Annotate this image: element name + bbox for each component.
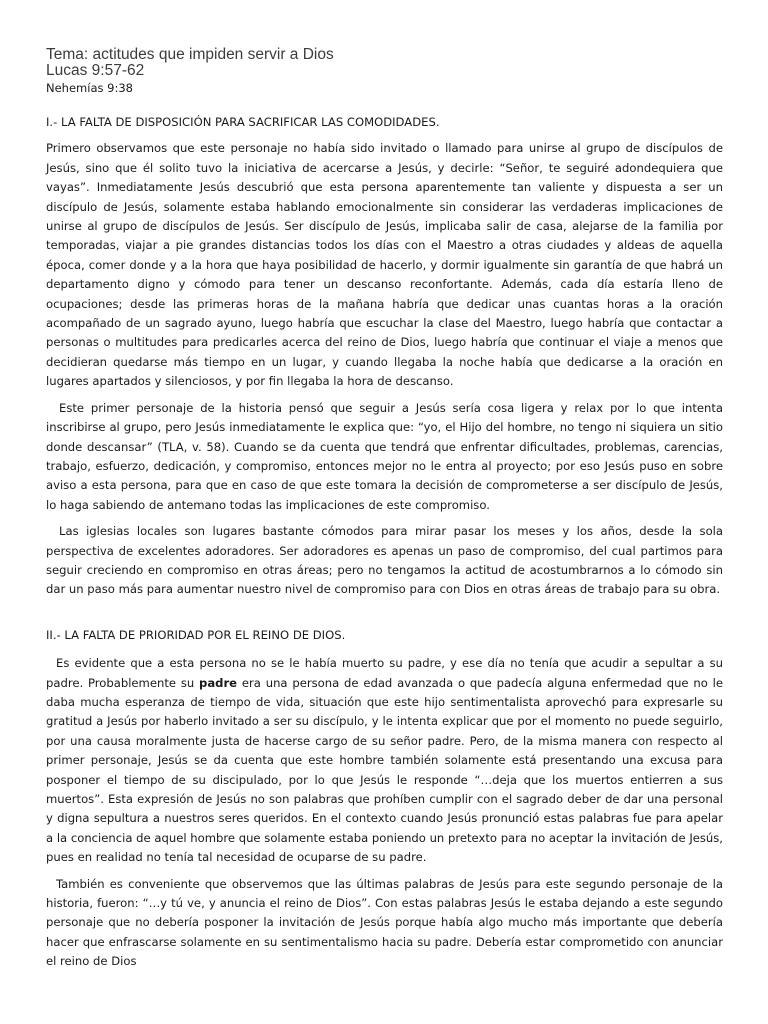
section-2-paragraph-1-text-a: Es evidente que a esta persona no se le había muerto su padre, y ese día no tenía que acudir a sepultar a su padre. Probablemente su [46, 656, 723, 690]
section-2-paragraph-2: También es conveniente que observemos que las últimas palabras de Jesús para este segundo personaje de la historia, fueron: “…y tú ve, y anuncia el reino de Dios”. Con estas palabras Jesús le estaba dejando a este segundo personaje que no debería posponer la invitación de Jesús porque había algo mucho más importante que debería hacer que enfrascarse solamente en su sentimentalismo hacia su padre. Debería estar comprometido con anunciar el reino de Dios [46, 876, 723, 969]
section-2-paragraph-1-text-b: era una persona de edad avanzada o que padecía alguna enfermedad que no le daba mucha esperanza de tiempo de vida, situación que este hijo sentimentalista aprovechó para expresarle su gratitud a Jesús por haberlo invitado a ser su discípulo, y le intenta explicar que por el momento no puede seguirlo, por una causa moralmente justa de hacerse cargo de su señor padre. Pero, de la misma manera con respecto al primer personaje, Jesús se da cuenta que este hombre también solamente está presentando una excusa para posponer el tiempo de su discipulado, por lo que Jesús le responde “…deja que los muertos entierren a sus muertos”. Esta expresión de Jesús no son palabras que prohíben cumplir con el sagrado deber de dar una personal y digna sepultura a nuestros seres queridos. En el contexto cuando Jesús pronunció estas palabras fue para apelar a la conciencia de aquel hombre que solamente estaba poniendo un pretexto para no aceptar la invitación de Jesús, pues en realidad no tenía tal necesidad de ocuparse de su padre. [46, 675, 724, 865]
document-header [46, 47, 726, 95]
section-1-heading: I.- LA FALTA DE DISPOSICIÓN PARA SACRIFICAR LAS COMODIDADES. [46, 115, 440, 129]
section-1-paragraph-2: Este primer personaje de la historia pensó que seguir a Jesús sería cosa ligera y relax por lo que intenta inscribirse al grupo, pero Jesús inmediatamente le explica que: “yo, el Hijo del hombre, no tengo ni siquiera un sitio donde descansar” (TLA, v. 58). Cuando se da cuenta que tendrá que enfrentar dificultades, problemas, carencias, trabajo, esfuerzo, dedicación, y compromiso, entonces mejor no le entra al proyecto; por eso Jesús puso en sobre aviso a esta persona, para que en caso de que este tomara la decisión de comprometerse a ser discípulo de Jesús, lo haga sabiendo de antemano todas las implicaciones de este compromiso. [46, 400, 723, 512]
section-1-paragraph-1: Primero observamos que este personaje no había sido invitado o llamado para unirse al grupo de discípulos de Jesús, sino que él solito tuvo la iniciativa de acercarse a Jesús, y decirle: “Señor, te seguiré adondequiera que vayas”. Inmediatamente Jesús descubrió que esta persona aparentemente tan valiente y dispuesta a ser un discípulo de Jesús, solamente estaba hablando emocionalmente sin considerar las verdaderas implicaciones de unirse al grupo de discípulos de Jesús. Ser discípulo de Jesús, implicaba salir de casa, alejarse de la familia por temporadas, viajar a pie grandes distancias todos los días con el Maestro a otras ciudades y aldeas de aquella época, comer donde y a la hora que haya posibilidad de hacerlo, y dormir igualmente sin garantía de que habrá un departamento digno y cómodo para tener un descanso reconfortante. Además, cada día estaría lleno de ocupaciones; desde las primeras horas de la mañana habría que dedicar unas cuantas horas a la oración acompañado de un sagrado ayuno, luego habría que escuchar la clase del Maestro, luego habría que contactar a personas o multitudes para predicarles acerca del reino de Dios, luego habría que continuar el viaje a menos que decidieran quedarse más tiempo en un lugar, y cuando llegaba la noche había que dedicarse a la oración en lugares apartados y silenciosos, y por fin llegaba la hora de descanso. [46, 141, 723, 389]
document-body [46, 113, 723, 972]
secondary-scripture-reference: Nehemías 9:38 [46, 81, 133, 95]
section-1-paragraph-3: Las iglesias locales son lugares bastante cómodos para mirar pasar los meses y los años, desde la sola perspectiva de excelentes adoradores. Ser adoradores es apenas un paso de compromiso, del cual partimos para seguir creciendo en compromiso en otras áreas; pero no tengamos la actitud de acostumbrarnos a lo cómodo sin dar un paso más para aumentar nuestro nivel de compromiso para con Dios en otras áreas de trabajo para su obra. [46, 524, 723, 597]
emphasized-word: padre [199, 675, 238, 690]
main-scripture-reference: Lucas 9:57-62 [46, 62, 145, 79]
section-2-paragraph-1 [46, 654, 723, 867]
section-2-heading: II.- LA FALTA DE PRIORIDAD POR EL REINO DE DIOS. [46, 627, 346, 642]
sermon-topic: Tema: actitudes que impiden servir a Dios [46, 46, 334, 63]
